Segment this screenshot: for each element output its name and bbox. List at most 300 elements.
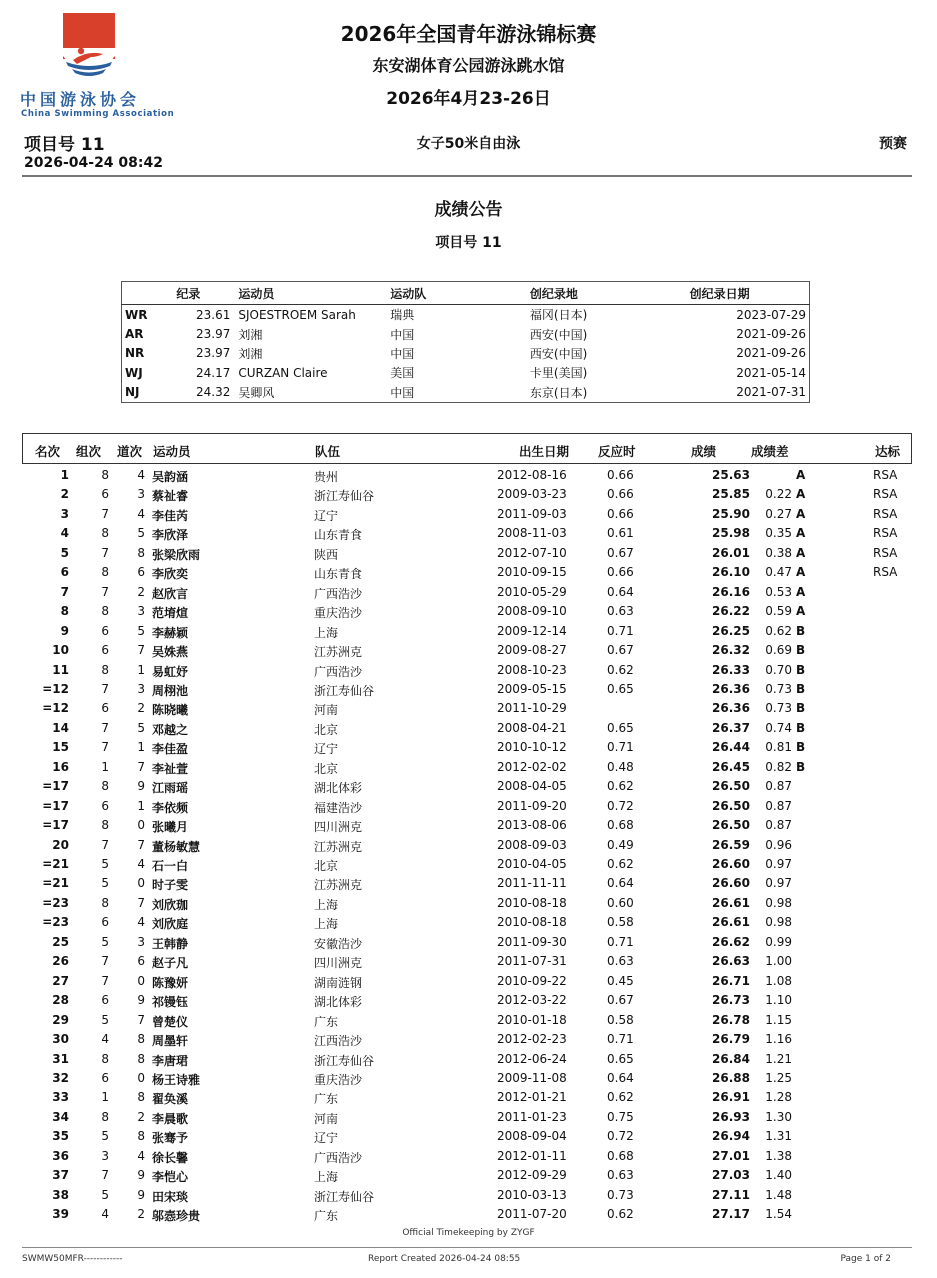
lane-cell: 4 [137,506,145,521]
record-place: 东京(日本) [529,385,588,400]
result-row [22,836,912,856]
team-name: 江苏洲克 [314,878,363,893]
report-created: Report Created 2026-04-24 08:55 [368,1254,521,1264]
team-name: 广西浩沙 [314,664,363,679]
lane-cell: 3 [137,681,145,696]
header-athlete: 运动员 [153,444,191,459]
team-name: 辽宁 [314,1131,339,1146]
birth-date: 2009-05-15 [497,681,567,696]
lane-cell: 2 [137,1109,145,1124]
result-row [22,1108,912,1128]
result-row [22,1030,912,1050]
qualification-mark: A [796,584,806,599]
result-time: 26.94 [712,1129,750,1144]
lane-cell: 7 [137,759,145,774]
team-name: 广东 [314,1014,339,1029]
record-row [122,383,810,403]
heat-cell: 4 [101,1207,109,1222]
birth-date: 2011-09-03 [497,506,567,521]
reaction-time: 0.62 [607,662,634,677]
rank-cell: 39 [52,1207,69,1222]
reaction-time: 0.73 [607,1187,634,1202]
record-place: 卡里(美国) [529,366,588,381]
venue: 东安湖体育公园游泳跳水馆 [372,56,565,75]
record-time: 24.17 [195,365,231,380]
record-athlete: CURZAN Claire [238,365,328,380]
result-row [22,485,912,505]
qualification-mark: B [796,643,806,658]
time-behind: 1.31 [765,1129,792,1144]
record-code: AR [125,327,144,342]
result-time: 26.60 [712,876,750,891]
athlete-name: 李恺心 [152,1170,189,1185]
athlete-name: 曾楚仪 [152,1014,189,1029]
team-name: 重庆浩沙 [314,1072,363,1087]
records-header-place: 创纪录地 [530,282,690,305]
reaction-time: 0.64 [607,1070,634,1085]
team-name: 浙江寿仙谷 [314,683,375,698]
team-name: 广东 [314,1209,339,1224]
lane-cell: 5 [137,623,145,638]
athlete-name: 张梁欣雨 [152,547,201,562]
birth-date: 2011-07-20 [497,1207,567,1222]
time-behind: 1.15 [765,1012,792,1027]
team-name: 江苏洲克 [314,839,363,854]
athlete-name: 李晨歌 [152,1111,189,1126]
birth-date: 2010-08-18 [497,915,567,930]
reaction-time: 0.45 [607,973,634,988]
time-behind: 0.73 [765,681,792,696]
record-date: 2021-07-31 [736,385,806,400]
records-table [121,281,810,403]
records-header-code [122,282,177,305]
standard-mark: RSA [873,545,898,560]
rank-cell: 26 [52,954,69,969]
heat-cell: 6 [101,623,109,638]
qualification-mark: B [796,701,806,716]
birth-date: 2008-04-05 [497,779,567,794]
team-name: 贵州 [314,470,339,484]
result-row [22,583,912,603]
time-behind: 0.69 [765,643,792,658]
team-name: 上海 [314,897,339,912]
lane-cell: 2 [137,701,145,716]
birth-date: 2009-03-23 [497,487,567,502]
birth-date: 2010-10-12 [497,740,567,755]
record-athlete: SJOESTROEM Sarah [238,307,356,322]
lane-cell: 8 [137,1129,145,1144]
event-number: 项目号 11 [24,135,105,155]
birth-date: 2012-06-24 [497,1051,567,1066]
result-time: 26.50 [712,779,750,794]
result-time: 25.90 [712,506,750,521]
lane-cell: 5 [137,526,145,541]
athlete-name: 李唐珺 [152,1053,189,1068]
rank-cell: 27 [52,973,69,988]
time-behind: 1.54 [765,1207,792,1222]
result-row [22,661,912,681]
reaction-time: 0.65 [607,720,634,735]
rank-cell: 15 [52,740,69,755]
rank-cell: =12 [42,681,69,696]
athlete-name: 陈豫妍 [152,975,189,990]
qualification-mark: B [796,662,806,677]
team-name: 河南 [314,1111,339,1126]
reaction-time: 0.63 [607,954,634,969]
heat-cell: 8 [101,1051,109,1066]
birth-date: 2008-11-03 [497,526,567,541]
birth-date: 2011-09-20 [497,798,567,813]
team-name: 福建浩沙 [314,800,363,815]
qualification-mark: B [796,681,806,696]
time-behind: 1.40 [765,1168,792,1183]
header-time: 成绩 [691,444,717,459]
logo-cn-text: 中国游泳协会 [20,90,141,109]
birth-date: 2012-01-21 [497,1090,567,1105]
rank-cell: 29 [52,1012,69,1027]
heat-cell: 8 [101,565,109,580]
rank-cell: 3 [60,506,69,521]
heat-cell: 7 [101,954,109,969]
lane-cell: 8 [137,545,145,560]
rank-cell: 25 [52,934,69,949]
qualification-mark: A [796,545,806,560]
page-number: Page 1 of 2 [840,1254,891,1264]
record-place: 西安(中国) [529,327,588,342]
time-behind: 0.38 [765,545,792,560]
reaction-time: 0.67 [607,545,634,560]
lane-cell: 0 [137,818,145,833]
logo-en-text: China Swimming Association [21,109,175,119]
time-behind: 0.97 [765,876,792,891]
heat-cell: 6 [101,487,109,502]
lane-cell: 3 [137,934,145,949]
result-row [22,524,912,544]
event-name: 女子50米自由泳 [416,136,521,152]
rank-cell: 4 [60,526,69,541]
record-team: 中国 [390,346,415,361]
heat-cell: 7 [101,973,109,988]
lane-cell: 8 [137,1051,145,1066]
rank-cell: 10 [52,643,69,658]
birth-date: 2012-03-22 [497,993,567,1008]
reaction-time: 0.62 [607,1090,634,1105]
event-datetime: 2026-04-24 08:42 [24,155,163,171]
birth-date: 2010-08-18 [497,895,567,910]
result-row [22,894,912,914]
result-time: 26.44 [712,740,750,755]
athlete-name: 刘欣庭 [152,917,189,932]
team-name: 山东青食 [314,567,363,582]
result-row [22,1088,912,1108]
birth-date: 2010-05-29 [497,584,567,599]
athlete-name: 李欣泽 [152,528,189,543]
report-subtitle: 项目号 11 [435,235,502,251]
lane-cell: 1 [137,798,145,813]
header-divider [22,175,912,177]
heat-cell: 7 [101,720,109,735]
reaction-time: 0.66 [607,565,634,580]
header-rank: 名次 [35,444,61,459]
qualification-mark: B [796,759,806,774]
records-header-row [122,282,810,305]
result-time: 26.61 [712,895,750,910]
record-athlete: 刘湘 [238,327,263,342]
time-behind: 1.16 [765,1032,792,1047]
heat-cell: 7 [101,584,109,599]
heat-cell: 7 [101,506,109,521]
team-name: 辽宁 [314,508,339,523]
record-date: 2023-07-29 [736,307,806,322]
birth-date: 2012-07-10 [497,545,567,560]
athlete-name: 范堉煊 [152,606,189,621]
team-name: 湖北体彩 [314,781,363,796]
athlete-name: 李佳盈 [152,742,189,757]
record-time: 23.97 [195,327,231,342]
team-name: 湖南涟钢 [314,975,363,990]
athlete-name: 邬悫珍贵 [152,1209,201,1224]
time-behind: 0.74 [765,720,792,735]
heat-cell: 6 [101,915,109,930]
rank-cell: =23 [42,895,69,910]
header-heat: 组次 [76,444,102,459]
result-row [22,933,912,953]
result-time: 27.03 [712,1168,750,1183]
team-name: 陕西 [314,547,339,562]
standard-mark: RSA [873,468,898,482]
reaction-time: 0.58 [607,1012,634,1027]
lane-cell: 5 [137,720,145,735]
qualification-mark: A [796,526,806,541]
result-time: 26.73 [712,993,750,1008]
result-time: 26.50 [712,798,750,813]
reaction-time: 0.64 [607,876,634,891]
birth-date: 2012-01-11 [497,1148,567,1163]
record-row [122,344,810,363]
team-name: 浙江寿仙谷 [314,1053,375,1068]
lane-cell: 7 [137,643,145,658]
header-standard: 达标 [875,444,901,459]
lane-cell: 0 [137,876,145,891]
athlete-name: 李佳芮 [152,508,189,523]
result-time: 26.78 [712,1012,750,1027]
athlete-name: 董杨敏慧 [152,839,201,854]
lane-cell: 9 [137,993,145,1008]
record-code: NJ [125,385,140,400]
lane-cell: 7 [137,1012,145,1027]
rank-cell: 31 [52,1051,69,1066]
athlete-name: 周栩池 [152,683,189,698]
result-row [22,816,912,836]
time-behind: 1.28 [765,1090,792,1105]
time-behind: 0.98 [765,915,792,930]
rank-cell: 28 [52,993,69,1008]
heat-cell: 8 [101,604,109,619]
birth-date: 2012-02-02 [497,759,567,774]
result-time: 26.91 [712,1090,750,1105]
reaction-time: 0.71 [607,1032,634,1047]
athlete-name: 邓越之 [152,722,189,737]
heat-cell: 7 [101,837,109,852]
lane-cell: 6 [137,565,145,580]
heat-cell: 8 [101,895,109,910]
time-behind: 1.38 [765,1148,792,1163]
lane-cell: 4 [137,1148,145,1163]
rank-cell: =12 [42,701,69,716]
reaction-time: 0.62 [607,1207,634,1222]
result-row [22,544,912,564]
athlete-name: 王韩静 [152,936,189,951]
header-dob: 出生日期 [519,444,570,459]
rank-cell: =17 [42,798,69,813]
competition-title: 2026年全国青年游泳锦标赛 [340,22,597,46]
record-time: 23.97 [195,346,231,361]
birth-date: 2011-07-31 [497,954,567,969]
result-time: 26.22 [712,604,750,619]
result-time: 26.36 [712,701,750,716]
result-row [22,466,912,486]
result-row [22,1069,912,1089]
heat-cell: 8 [101,1109,109,1124]
reaction-time: 0.65 [607,681,634,696]
result-time: 27.17 [712,1207,750,1222]
lane-cell: 1 [137,740,145,755]
record-time: 24.32 [195,385,231,400]
time-behind: 0.87 [765,779,792,794]
time-behind: 0.59 [765,604,792,619]
result-time: 26.45 [712,759,750,774]
heat-cell: 5 [101,934,109,949]
result-time: 26.33 [712,662,750,677]
lane-cell: 4 [137,915,145,930]
birth-date: 2010-03-13 [497,1187,567,1202]
standard-mark: RSA [873,487,898,502]
team-name: 四川洲克 [314,820,363,835]
result-time: 26.59 [712,837,750,852]
birth-date: 2008-10-23 [497,662,567,677]
rank-cell: 5 [60,545,69,560]
athlete-name: 时子雯 [152,878,189,893]
reaction-time: 0.66 [607,468,634,482]
rank-cell: 20 [52,837,69,852]
time-behind: 1.08 [765,973,792,988]
team-name: 重庆浩沙 [314,606,363,621]
birth-date: 2012-08-16 [497,468,567,482]
reaction-time: 0.58 [607,915,634,930]
result-time: 26.84 [712,1051,750,1066]
record-team: 中国 [390,385,415,400]
qualification-mark: B [796,720,806,735]
time-behind: 0.53 [765,584,792,599]
record-row [122,305,810,325]
result-time: 26.61 [712,915,750,930]
team-name: 四川洲克 [314,956,363,971]
team-name: 北京 [314,761,339,776]
reaction-time: 0.67 [607,643,634,658]
reaction-time: 0.67 [607,993,634,1008]
result-time: 26.79 [712,1032,750,1047]
rank-cell: 33 [52,1090,69,1105]
result-row [22,738,912,758]
time-behind: 0.96 [765,837,792,852]
lane-cell: 2 [137,1207,145,1222]
heat-cell: 7 [101,545,109,560]
athlete-name: 翟奂溪 [152,1092,189,1107]
result-row [22,952,912,972]
birth-date: 2011-09-30 [497,934,567,949]
standard-mark: RSA [873,506,898,521]
record-place: 西安(中国) [529,346,588,361]
rank-cell: 8 [60,604,69,619]
team-name: 辽宁 [314,742,339,757]
heat-cell: 5 [101,1012,109,1027]
team-name: 浙江寿仙谷 [314,489,375,504]
team-name: 浙江寿仙谷 [314,1189,375,1204]
record-date: 2021-09-26 [736,327,806,342]
heat-cell: 8 [101,779,109,794]
reaction-time: 0.66 [607,487,634,502]
header-lane: 道次 [117,444,143,459]
athlete-name: 张骞予 [152,1131,189,1146]
time-behind: 1.25 [765,1070,792,1085]
birth-date: 2013-08-06 [497,818,567,833]
reaction-time: 0.72 [607,1129,634,1144]
result-row [22,972,912,992]
result-time: 26.32 [712,643,750,658]
qualification-mark: B [796,623,806,638]
result-time: 26.88 [712,1070,750,1085]
rank-cell: 35 [52,1129,69,1144]
result-row [22,913,912,933]
heat-cell: 6 [101,643,109,658]
birth-date: 2011-10-29 [497,701,567,716]
rank-cell: 9 [60,623,69,638]
result-row [22,777,912,797]
heat-cell: 6 [101,993,109,1008]
lane-cell: 7 [137,895,145,910]
athlete-name: 李赫颖 [152,625,189,640]
heat-cell: 5 [101,1129,109,1144]
reaction-time: 0.63 [607,1168,634,1183]
birth-date: 2009-08-27 [497,643,567,658]
time-behind: 1.21 [765,1051,792,1066]
reaction-time: 0.64 [607,584,634,599]
athlete-name: 易虹妤 [152,664,189,679]
team-name: 上海 [314,625,339,640]
record-code: WJ [125,365,143,380]
birth-date: 2009-11-08 [497,1070,567,1085]
result-time: 26.36 [712,681,750,696]
time-behind: 0.87 [765,798,792,813]
birth-date: 2011-01-23 [497,1109,567,1124]
qualification-mark: B [796,740,806,755]
result-row [22,680,912,700]
lane-cell: 8 [137,1032,145,1047]
time-behind: 0.82 [765,759,792,774]
lane-cell: 2 [137,584,145,599]
birth-date: 2008-09-04 [497,1129,567,1144]
athlete-name: 吴韵涵 [152,470,189,484]
athlete-name: 张曦月 [152,820,189,835]
result-row [22,1050,912,1070]
lane-cell: 0 [137,1070,145,1085]
heat-cell: 1 [101,759,109,774]
heat-cell: 5 [101,1187,109,1202]
heat-cell: 6 [101,701,109,716]
time-behind: 0.81 [765,740,792,755]
lane-cell: 1 [137,662,145,677]
team-name: 上海 [314,917,339,932]
